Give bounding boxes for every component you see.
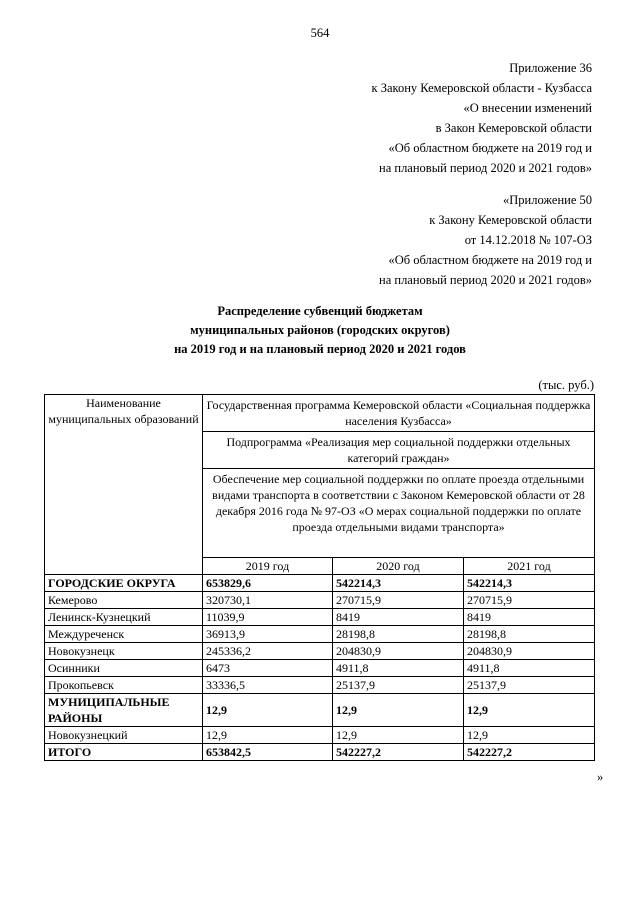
value-2019-cell: 653829,6 bbox=[203, 575, 333, 592]
appendix-line: в Закон Кемеровской области bbox=[435, 121, 592, 135]
row-name-cell: ГОРОДСКИЕ ОКРУГА bbox=[45, 575, 203, 592]
title-line: муниципальных районов (городских округов) bbox=[190, 323, 450, 337]
appendix-line: «Об областном бюджете на 2019 год и bbox=[388, 253, 592, 267]
value-2020-cell: 270715,9 bbox=[333, 592, 464, 609]
title-line: Распределение субвенций бюджетам bbox=[217, 304, 423, 318]
table-row bbox=[45, 694, 595, 727]
header-row-program bbox=[45, 395, 595, 432]
row-name-cell: ИТОГО bbox=[45, 744, 203, 761]
page-number: 564 bbox=[310, 26, 330, 40]
row-name-cell: Ленинск-Кузнецкий bbox=[45, 609, 203, 626]
value-2021-cell: 542214,3 bbox=[464, 575, 595, 592]
appendix-line: «О внесении изменений bbox=[463, 101, 592, 115]
value-2019-cell: 12,9 bbox=[203, 727, 333, 744]
value-2019-cell: 245336,2 bbox=[203, 643, 333, 660]
value-2020-cell: 12,9 bbox=[333, 694, 464, 727]
value-2019-cell: 6473 bbox=[203, 660, 333, 677]
appendix-line: на плановый период 2020 и 2021 годов» bbox=[379, 273, 592, 287]
value-2020-cell: 8419 bbox=[333, 609, 464, 626]
table-row bbox=[45, 744, 595, 761]
table-row bbox=[45, 626, 595, 643]
value-2019-cell: 12,9 bbox=[203, 694, 333, 727]
value-2021-cell: 204830,9 bbox=[464, 643, 595, 660]
closing-quote: » bbox=[597, 770, 604, 784]
row-name-cell: МУНИЦИПАЛЬНЫЕ РАЙОНЫ bbox=[45, 694, 203, 727]
measure-header: Обеспечение мер социальной поддержки по оплате проезда отдельными видами транспорта в соответствии с Законом Кемеровской области от 28 декабря 2016 года № 97-ОЗ «О мерах социальной поддержки по оплате проезда отдельными видами транспорта» bbox=[203, 469, 595, 558]
table-row bbox=[45, 727, 595, 744]
appendix-36-header bbox=[372, 58, 593, 178]
year-header-2019: 2019 год bbox=[203, 558, 333, 575]
units-label: (тыс. руб.) bbox=[538, 378, 594, 392]
appendix-line: к Закону Кемеровской области - Кузбасса bbox=[371, 81, 592, 95]
value-2020-cell: 542214,3 bbox=[333, 575, 464, 592]
value-2019-cell: 653842,5 bbox=[203, 744, 333, 761]
appendix-line: на плановый период 2020 и 2021 годов» bbox=[379, 161, 592, 175]
value-2021-cell: 8419 bbox=[464, 609, 595, 626]
program-header: Государственная программа Кемеровской области «Социальная поддержка населения Кузбасса» bbox=[203, 395, 595, 432]
table-row bbox=[45, 592, 595, 609]
row-name-cell: Кемерово bbox=[45, 592, 203, 609]
value-2021-cell: 542227,2 bbox=[464, 744, 595, 761]
appendix-line: «Об областном бюджете на 2019 год и bbox=[388, 141, 592, 155]
table-row bbox=[45, 575, 595, 592]
subvention-table bbox=[44, 394, 595, 761]
value-2020-cell: 542227,2 bbox=[333, 744, 464, 761]
value-2020-cell: 28198,8 bbox=[333, 626, 464, 643]
value-2021-cell: 12,9 bbox=[464, 727, 595, 744]
name-column-header: Наименование муниципальных образований bbox=[45, 395, 203, 575]
title-line: на 2019 год и на плановый период 2020 и 2021 годов bbox=[174, 342, 466, 356]
appendix-50-header bbox=[379, 190, 592, 290]
value-2021-cell: 25137,9 bbox=[464, 677, 595, 694]
year-header-2021: 2021 год bbox=[464, 558, 595, 575]
appendix-line: «Приложение 50 bbox=[503, 193, 592, 207]
appendix-line: от 14.12.2018 № 107-ОЗ bbox=[464, 233, 592, 247]
row-name-cell: Новокузнецк bbox=[45, 643, 203, 660]
value-2020-cell: 25137,9 bbox=[333, 677, 464, 694]
value-2021-cell: 270715,9 bbox=[464, 592, 595, 609]
table-row bbox=[45, 609, 595, 626]
appendix-line: Приложение 36 bbox=[509, 61, 592, 75]
value-2019-cell: 36913,9 bbox=[203, 626, 333, 643]
table-row bbox=[45, 660, 595, 677]
subprogram-header: Подпрограмма «Реализация мер социальной поддержки отдельных категорий граждан» bbox=[203, 432, 595, 469]
value-2021-cell: 12,9 bbox=[464, 694, 595, 727]
year-header-2020: 2020 год bbox=[333, 558, 464, 575]
value-2019-cell: 33336,5 bbox=[203, 677, 333, 694]
appendix-line: к Закону Кемеровской области bbox=[429, 213, 592, 227]
row-name-cell: Новокузнецкий bbox=[45, 727, 203, 744]
table-row bbox=[45, 643, 595, 660]
value-2021-cell: 28198,8 bbox=[464, 626, 595, 643]
value-2020-cell: 4911,8 bbox=[333, 660, 464, 677]
value-2020-cell: 204830,9 bbox=[333, 643, 464, 660]
row-name-cell: Осинники bbox=[45, 660, 203, 677]
document-title bbox=[0, 302, 640, 359]
value-2019-cell: 320730,1 bbox=[203, 592, 333, 609]
row-name-cell: Междуреченск bbox=[45, 626, 203, 643]
value-2019-cell: 11039,9 bbox=[203, 609, 333, 626]
value-2020-cell: 12,9 bbox=[333, 727, 464, 744]
value-2021-cell: 4911,8 bbox=[464, 660, 595, 677]
table-row bbox=[45, 677, 595, 694]
row-name-cell: Прокопьевск bbox=[45, 677, 203, 694]
